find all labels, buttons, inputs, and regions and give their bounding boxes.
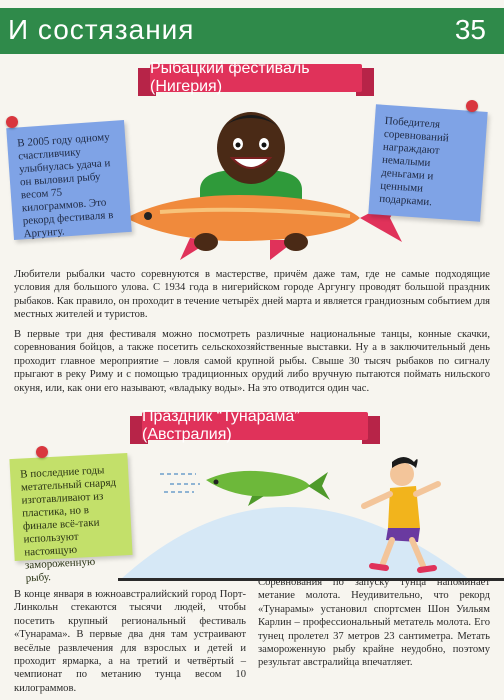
fisherman-hand-left bbox=[194, 233, 218, 251]
note-record-fish bbox=[6, 120, 132, 240]
paragraph-festival-days: В первые три дня фестиваля можно посмотреть различные национальные танцы, конные скачки, соревнования бойцов, а также посетить сельскохозяйственные выставки. Ну а в заключительный день проходит главное мероприятие – ловля самой крупной рыбы. Свыше 30 тысяч рыбаков по сигналу прыгают в реку Риму и с помощью традиционных орудий либо вручную пытаются поймать нильского окуня, или, как они его называют, «владыку воды». На это отводится один час. bbox=[14, 329, 490, 394]
fisherman-hand-right bbox=[284, 233, 308, 251]
note-record-text: В 2005 году одному счастливчику улыбнулась удача и он выловил рыбу весом 75 килограммов. Это рекорд фестиваля в Аргунгу. bbox=[16, 131, 114, 241]
pin-icon bbox=[466, 100, 478, 112]
note-plastic-text: В последние годы метательный снаряд изготавливают из пластика, но в финале всё-таки используют настоящую замороженную рыбу. bbox=[19, 464, 117, 585]
tuna-throw-illustration bbox=[120, 444, 504, 580]
chapter-header bbox=[0, 8, 504, 54]
fisherman-illustration bbox=[120, 100, 410, 270]
section-ribbon-australia bbox=[142, 408, 368, 443]
pin-icon bbox=[36, 446, 48, 458]
paragraph-tuna-record: Соревнования по запуску тунца напоминает метание молота. Неудивительно, что рекорд «Тунарамы» установил спортсмен Шон Уильям Карлин – профессиональный метатель молота. Его тунец пролетел 37 метров 23 сантиметра. Метать замороженную рыбу крайне неудобно, поэтому результат австралийца впечатляет. bbox=[258, 577, 490, 669]
pin-icon bbox=[6, 116, 18, 128]
note-prize bbox=[368, 104, 487, 222]
big-fish bbox=[126, 195, 360, 241]
flying-tuna bbox=[206, 471, 310, 497]
chapter-title: И состязания bbox=[8, 14, 195, 45]
paragraph-intro: Любители рыбалки часто соревнуются в мастерстве, причём даже там, где не самые подходящие условия для большого улова. С 1934 года в нигерийском городе Аргунгу проводят большой праздник рыбаков. Как правило, он проходит в течение четырёх дней марта и является грандиозным событием для местных жителей и туристов. bbox=[14, 269, 490, 321]
section-ribbon-nigeria bbox=[150, 60, 362, 95]
ribbon-label: Рыбацкий фестиваль (Нигерия) bbox=[150, 60, 310, 95]
note-plastic-fish bbox=[9, 453, 132, 585]
ribbon-label: Праздник “Тунарама” (Австралия) bbox=[142, 408, 300, 443]
paragraph-port-lincoln: В конце января в южноавстралийский город Порт-Линкольн стекаются тысячи людей, чтобы посетить крупный региональный фестиваль «Тунарама». В первые два дня там устраивают весёлые развлечения для взрослых и детей и проходит ярмарка, а на третий и четвёртый – чемпионат по метанию тунца весом 10 килограммов. bbox=[14, 589, 246, 694]
note-prize-text: Победителя соревнований награждают немалыми деньгами и ценными подарками. bbox=[378, 114, 450, 209]
page-number: 35 bbox=[454, 14, 486, 45]
